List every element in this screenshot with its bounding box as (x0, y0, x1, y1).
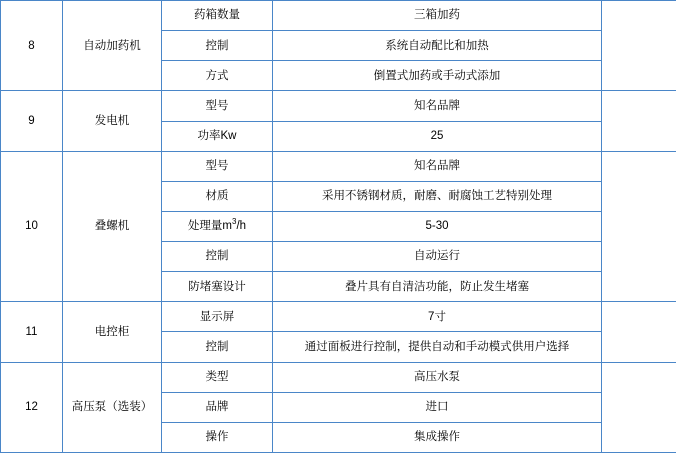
attr-superscript: 3 (232, 217, 237, 227)
cell-value: 5-30 (273, 211, 602, 241)
table-row (1, 1, 676, 31)
cell-index: 8 (1, 1, 63, 91)
table-row (1, 91, 676, 121)
cell-note (602, 91, 676, 151)
cell-equipment-name: 高压泵（选装） (63, 362, 162, 453)
cell-index: 9 (1, 91, 63, 151)
cell-value: 倒置式加药或手动式添加 (273, 61, 602, 91)
cell-value: 系统自动配比和加热 (273, 31, 602, 61)
cell-index: 12 (1, 362, 63, 453)
cell-value: 叠片具有自清洁功能，防止发生堵塞 (273, 272, 602, 302)
cell-attribute: 方式 (162, 61, 273, 91)
table-row (1, 151, 676, 181)
cell-attribute: 类型 (162, 362, 273, 392)
cell-note (602, 151, 676, 302)
cell-attribute: 品牌 (162, 392, 273, 422)
cell-equipment-name: 自动加药机 (63, 1, 162, 91)
cell-value: 高压水泵 (273, 362, 602, 392)
cell-equipment-name: 电控柜 (63, 302, 162, 362)
cell-value: 自动运行 (273, 242, 602, 272)
cell-attribute: 显示屏 (162, 302, 273, 332)
cell-note (602, 302, 676, 362)
table-row (1, 362, 676, 392)
cell-value: 三箱加药 (273, 1, 602, 31)
cell-attribute: 药箱数量 (162, 1, 273, 31)
cell-value: 7寸 (273, 302, 602, 332)
table-row (1, 302, 676, 332)
cell-equipment-name: 发电机 (63, 91, 162, 151)
cell-note (602, 362, 676, 453)
cell-note (602, 1, 676, 91)
attr-text-tail: /h (236, 220, 247, 233)
cell-attribute: 操作 (162, 422, 273, 452)
cell-attribute: 材质 (162, 181, 273, 211)
cell-value: 采用不锈钢材质，耐磨、耐腐蚀工艺特别处理 (273, 181, 602, 211)
cell-index: 10 (1, 151, 63, 302)
cell-attribute-flow (162, 211, 273, 241)
cell-attribute: 控制 (162, 332, 273, 362)
cell-attribute: 防堵塞设计 (162, 272, 273, 302)
attr-text: 处理量m (187, 220, 233, 233)
cell-value: 集成操作 (273, 422, 602, 452)
cell-equipment-name: 叠螺机 (63, 151, 162, 302)
cell-index: 11 (1, 302, 63, 362)
cell-value: 进口 (273, 392, 602, 422)
cell-value: 通过面板进行控制，提供自动和手动模式供用户选择 (273, 332, 602, 362)
cell-attribute: 控制 (162, 31, 273, 61)
cell-attribute: 控制 (162, 242, 273, 272)
cell-value: 25 (273, 121, 602, 151)
cell-value: 知名品牌 (273, 151, 602, 181)
cell-attribute: 型号 (162, 151, 273, 181)
cell-value: 知名品牌 (273, 91, 602, 121)
cell-attribute: 型号 (162, 91, 273, 121)
table-body (1, 1, 676, 453)
cell-attribute: 功率Kw (162, 121, 273, 151)
